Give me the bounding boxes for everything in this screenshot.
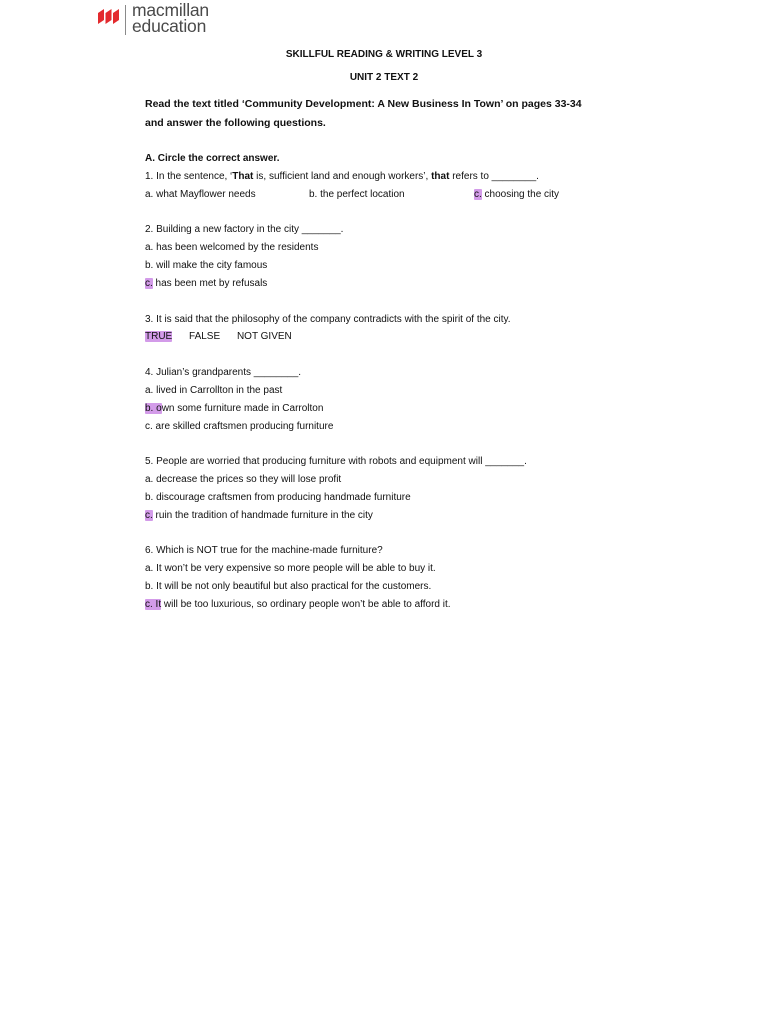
q5-option-c-text: ruin the tradition of handmade furniture in the city: [152, 510, 373, 521]
question-3: 3. It is said that the philosophy of the company contradicts with the spirit of the city.: [145, 314, 511, 325]
macmillan-logo: [98, 2, 209, 38]
q1-bold-that-2: that: [431, 171, 450, 182]
q4-option-b-text: wn some furniture made in Carrolton: [161, 403, 324, 414]
q3-option-false: FALSE: [189, 331, 221, 342]
question-5: 5. People are worried that producing furniture with robots and equipment will _______.: [145, 456, 527, 467]
q1-bold-that-1: That: [232, 171, 254, 182]
document-subtitle: UNIT 2 TEXT 2: [349, 72, 419, 83]
logo-line-1: macmillan: [132, 0, 209, 20]
intro-line-1: Read the text titled ‘Community Development: A New Business In Town’ on pages 33-34: [145, 98, 582, 110]
q3-option-not-given: NOT GIVEN: [236, 331, 292, 342]
intro-line-2: and answer the following questions.: [145, 117, 326, 129]
logo-wordmark: [132, 2, 209, 34]
q1-mid: is, sufficient land and enough workers’,: [253, 171, 432, 182]
q6-option-b: b. It will be not only beautiful but also practical for the customers.: [145, 581, 432, 592]
q5-answer-highlight: c.: [145, 510, 153, 521]
q1-option-c-text: choosing the city: [481, 189, 560, 200]
q2-answer-highlight: c.: [145, 278, 153, 289]
q3-options: [145, 330, 306, 343]
section-a-title: A. Circle the correct answer.: [145, 153, 280, 164]
q3-answer-true: TRUE: [145, 331, 173, 342]
question-6: 6. Which is NOT true for the machine-made furniture?: [145, 545, 383, 556]
q2-option-a: a. has been welcomed by the residents: [145, 242, 319, 253]
document-title: SKILLFUL READING & WRITING LEVEL 3: [285, 49, 483, 60]
q6-answer-highlight: c. It: [145, 599, 162, 610]
question-2: 2. Building a new factory in the city _______.: [145, 224, 344, 235]
q1-option-c: [474, 188, 559, 201]
q1-option-b: b. the perfect location: [309, 189, 405, 200]
logo-line-2: education: [132, 16, 207, 36]
q5-option-c: [145, 509, 373, 522]
q5-option-b: b. discourage craftsmen from producing handmade furniture: [145, 492, 411, 503]
q6-option-c: [145, 598, 451, 611]
q4-answer-highlight: b. o: [145, 403, 162, 414]
q4-option-b: [145, 402, 323, 415]
q4-option-c: c. are skilled craftsmen producing furniture: [145, 421, 334, 432]
q2-option-b: b. will make the city famous: [145, 260, 268, 271]
macmillan-m-icon: [98, 6, 120, 24]
question-1: [145, 170, 539, 183]
q4-option-a: a. lived in Carrollton in the past: [145, 385, 283, 396]
question-4: 4. Julian’s grandparents ________.: [145, 367, 302, 378]
q2-option-c: [145, 277, 267, 290]
logo-divider: [125, 5, 126, 35]
q1-option-a: a. what Mayflower needs: [145, 189, 256, 200]
q1-pre: 1. In the sentence, ‘: [145, 171, 233, 182]
q6-option-a: a. It won’t be very expensive so more people will be able to buy it.: [145, 563, 436, 574]
q6-option-c-text: will be too luxurious, so ordinary people won’t be able to afford it.: [161, 599, 451, 610]
q1-answer-highlight: c.: [474, 189, 482, 200]
q2-option-c-text: has been met by refusals: [152, 278, 268, 289]
q1-post: refers to ________.: [449, 171, 539, 182]
q5-option-a: a. decrease the prices so they will lose profit: [145, 474, 342, 485]
